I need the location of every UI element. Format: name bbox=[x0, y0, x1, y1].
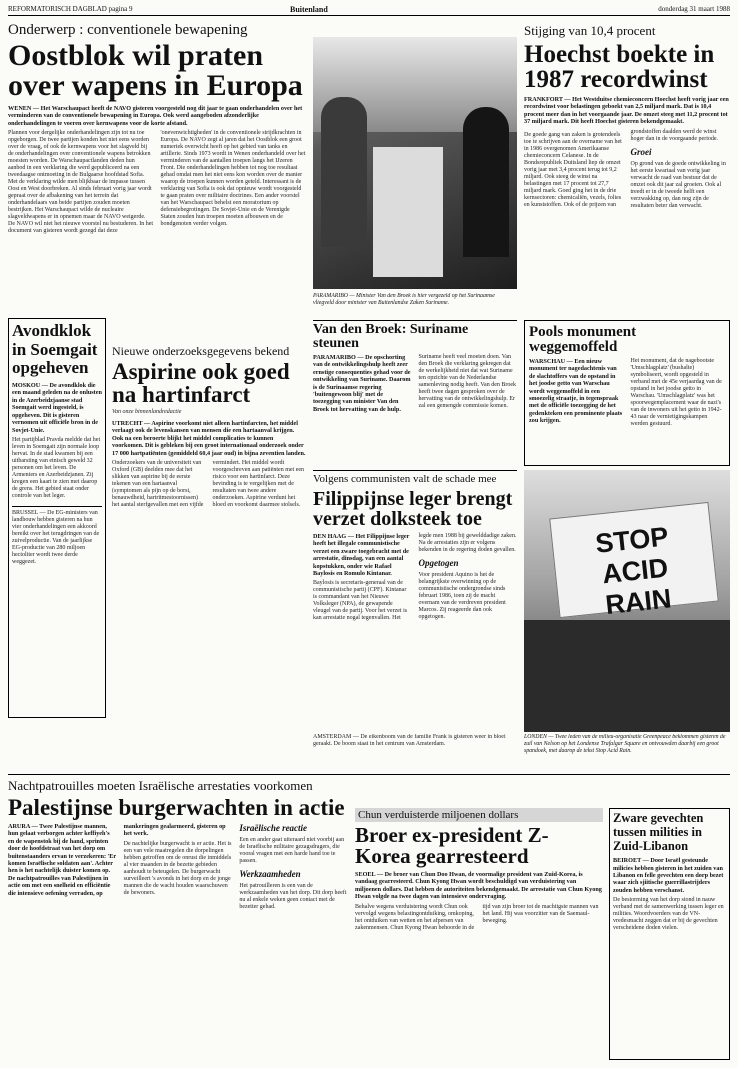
headline: Avondklok in Soemgait opgeheven bbox=[12, 321, 98, 378]
article-pools bbox=[524, 320, 730, 466]
article-soemgait bbox=[8, 318, 106, 718]
body: Baylosis is secretaris-generaal van de communistische partij (CPF). Kintanar is commandant van het Nieuwe Volksleger (NPA), de gewapende vleugel van de partij. Voor het verzet is kan arrestatie nogal tegenvallen. Het legde men 1988 bij gewelddadige zaken. Na de arrestaties zijn er volgens bekenden in de regering doden gevallen. bbox=[313, 533, 517, 622]
body: Plannen voor dergelijke onderhandelingen zijn tot nu toe opgeborgen. De twee partijen konden het niet eens worden over de vraag, of ook de kernwapens voor het slagveld bij de onderhandelingen over conventionele wapens betrokken moesten worden. De Warschaupactlanden deden hun aanbod in een verklaring die werd gepubliceerd na een tweedaagse ontmoeting in de Bulgaarse hoofdstad Sofia. Met de verklaring wilde men blijkbaar de impasse tussen Oost en West doorbreken. Al sinds februari vorig jaar wordt gepraat over de afbakening van het terrein dat onderhandelaars van beide partijen zouden moeten bestrijken. Het Warschaupact wilde de nucleaire slagveldwapens er in opnemen maar de NAVO weigerde. De NAVO wil niet het nieuwe voorstel nu bestuderen. In het document van gisteren wordt gezegd dat deze 'onevenwichtigheden' in de conventionele strijdkrachten in Europa. De NAVO zegt al jaren dat het Oostblok een groot numeriek overwicht heeft op het gebied van tanks en artillerie. Sinds 1973 wordt in Wenen onderhandeld over het verminderen van de aantallen troepen langs het IJzeren Front. Die onderhandelingen hebben tot nog toe resultaat gehad omdat men het niet eens kon worden over de manier waarop de troepen kunnen worden geteld. Interessant is de verklaring van Sofia is ook dat opnieuw wordt voorgesteld te gaan praten over militaire doctrines. Een ander voorstel van het Warschaupact behelst een moratorium op defensiebegrotingen. De Sovjet-Unie en de Verenigde Staten zouden hun troepen moeten afbouwen en de bondgenoten verder volgen. bbox=[8, 130, 306, 235]
body: AMSTERDAM — De eikenboom van de familie Frank is gisteren weer in bloei geraakt. De boom staat in het centrum van Amsterdam. bbox=[313, 734, 506, 747]
section-title: Buitenland bbox=[290, 5, 328, 14]
body-3: Het patrouilleren is een van de werkzaamheden van het dorp. Dit dorp heeft nu al enkele weken geen contact met de bezetter gehad. bbox=[239, 883, 347, 910]
body: Behalve wegens verduistering wordt Chun ook vervolgd wegens belastingontduiking, omkoping, het ontduiken van wetten en het afpersen van zakenmensen. Chun Kyong Hwan behoorde in de tijd van zijn broer tot de machtigste mannen van het land. Hij was voorzitter van de Saemaul-beweging. bbox=[355, 903, 599, 931]
body: De goede gang van zaken is grotendeels toe te schrijven aan de overname van het in 1986 overgenomen Amerikaanse chemieconcern Celanese. In de Bondsrepubliek Duitsland liep de omzet vorig jaar met 3,4 procent terug tot 9,2 miljard. Ook steeg de winst na belastingen met 17 procent tot 27,7 miljard mark. Goed ging het in de drie kernsectoren: chemicaliën, vezels, folies en kunststoffen. Ook of de prijzen van grondstoffen daalden werd de winst hoger dan in de voorgaande periode. bbox=[524, 128, 719, 208]
headline: Oostblok wil praten over wapens in Europa bbox=[8, 39, 303, 102]
kicker: Chun verduisterde miljoenen dollars bbox=[355, 808, 603, 822]
date: donderdag 31 maart 1988 bbox=[658, 5, 730, 13]
subheading: Groei bbox=[630, 146, 652, 157]
article-oostblok bbox=[8, 22, 306, 332]
body: Het monument, dat de nagebootste 'Umschlagplatz' (bushalte) symboliseert, wordt opgesteld in verband met de 45e verjaardag van de opstand in het joodse getto in Warschau. 'Umschlagplatz' was het spoorwegemplacement waar de nazi's van de inwoners uit het getto in 1942-43 naar de vernietigingskampen werden gestuurd. bbox=[630, 358, 722, 427]
body: Onderzoekers van de universiteit van Oxford (GB) deelden mee dat het slikken van aspirine bij de eerste tekenen van een hartaanval (symptomen als pijn op de borst, benauwdheid, hartritmestoornissen) het aantal sterfgevallen met een vijfde vermindert. Het middel wordt voorgeschreven aan patiënten met een risico voor een hartinfarct. Deze bevinding is te vergelijken met de resultaten van twee andere onderzoeken. Aspirine verdunt het bloed en voorkomt daarmee stolsels. bbox=[112, 460, 305, 509]
brief-brussel: BRUSSEL — De EG-ministers van landbouw hebben gisteren na hun vier onderhandelingen een akkoord bereikt over het terugdringen van de zuivelproductie. Van de jaarlijkse EG-productie van 280 miljoen hectoliter wordt twee derde weggezet. bbox=[12, 506, 102, 566]
article-libanon bbox=[609, 808, 730, 1060]
headline: Hoechst boekte in 1987 recordwinst bbox=[524, 41, 715, 93]
headline: Aspirine ook goed na hartinfarct bbox=[112, 359, 290, 407]
photo-stop-acid-rain bbox=[524, 470, 730, 732]
headline: Filippijnse leger brengt verzet dolksteek toe bbox=[313, 488, 513, 530]
subheading: Opgetogen bbox=[418, 558, 459, 568]
headline: Broer ex-president Z-Korea gearresteerd bbox=[355, 823, 549, 868]
kicker: Onderwerp : conventionele bewapening bbox=[8, 22, 248, 38]
lead: WENEN — Het Warschaupact heeft de NAVO gisteren voorgesteld nog dit jaar te gaan onderhandelen over het verminderen van de conventionele bewapening in Europa. Ook werd aangeboden afzonderlijke onderhandelingen te voeren over kernwapens voor de korte afstand. bbox=[8, 105, 303, 127]
body: De bestorming van het dorp stond in nauw verband met de samenwerking tussen leger en milities. Woordvoerders van de VN-vredesmacht zeggen dat er bij de gevechten verscheidene doden vielen. bbox=[613, 897, 724, 932]
kicker: Nachtpatrouilles moeten Israëlische arrestaties voorkomen bbox=[8, 778, 313, 793]
body-2: Een en ander gaat uiteraard niet voorbij aan de Israëlische militaire gezagsdragers, die vooral vragen met een harde hand toe te passen. bbox=[239, 837, 345, 864]
lead: FRANKFORT — Het Westduitse chemieconcern Hoechst heeft vorig jaar een recordwinst voor belastingen geboekt van 2,5 miljard mark. Dat is 10,4 procent meer dan in het voorgaande jaar. De omzet steeg met 11,2 procent tot 37 miljard mark. Dit heeft Hoechst gisteren bekendgemaakt. bbox=[524, 96, 729, 126]
banner bbox=[549, 502, 719, 621]
lead: PARAMARIBO — De opschorting van de ontwikkelingshulp heeft zeer ernstige consequenties gehad voor de ontwikkeling van Suriname. Daarom is de Surinaamse regering 'buitengewoon blij' met de toezegging van minister Van den Broek tot hervatting van de hulp. bbox=[313, 354, 411, 413]
paper-name: REFORMATORISCH DAGBLAD pagina 9 bbox=[8, 5, 133, 13]
photo-caption: LONDEN — Twee leden van de milieu-organisatie Greenpeace beklommen gisteren de zuil van Nelson op het Londense Trafalgar Square en ontvouwden daarbij een groot spandoek, met daarop de tekst Stop Acid Rain. bbox=[524, 734, 726, 754]
article-aspirine bbox=[112, 344, 306, 720]
lead: SEOEL — De broer van Chun Doo Hwan, de voormalige president van Zuid-Korea, is vandaag gearresteerd. Chun Kyong Hwan wordt beschuldigd van verduistering van miljoenen dollars. Dat hebben de autoriteiten bekendgemaakt. De arrestatie van Chun Kyong Hwan volgde na twee dagen van intensieve ondervraging. bbox=[355, 871, 602, 901]
photo-paramaribo bbox=[313, 37, 517, 289]
section-rule bbox=[8, 774, 730, 775]
figure-right bbox=[463, 107, 509, 257]
kicker: Nieuwe onderzoeksgegevens bekend bbox=[112, 344, 290, 358]
headline: Zware gevechten tussen milities in Zuid-Libanon bbox=[613, 811, 704, 853]
body: Het partijblad Pravda meldde dat het leven in Soemgait zijn normale loop hervat. In de stad kwamen bij een uitbarsting van etnisch geweld 32 personen om het leven. De Armeniers en Azerbeidzjanen. Zij kregen een kaart te zien met daarop de grens. Het gebied staat onder controle van het leger. bbox=[12, 436, 101, 499]
lead: MOSKOU — De avondklok die een maand geleden na de onlusten in de Azerbeidzjaanse stad Soemgait werd ingesteld, is opgeheven. Dit is gisteren vernomen uit officiële bron in de Sovjet-Unie. bbox=[12, 382, 102, 434]
body: Suriname heeft veel moeten doen. Van den Broek die verklaring gekregen dat de werkelijkheid niet dat wat Suriname ten opzichte van de Nederlandse samenleving nodig heeft. Van den Broek heeft twee dagen gesproken over de hervatting van de ontwikkelingshulp. Er zal een gemengde commissie komen. bbox=[418, 354, 517, 409]
headline: Palestijnse burgerwachten in actie bbox=[8, 795, 345, 820]
article-van-den-broek bbox=[313, 320, 517, 460]
headline: Pools monument weggemoffeld bbox=[529, 324, 637, 355]
lead: UTRECHT — Aspirine voorkomt niet alleen hartinfarcten, het middel verlaagt ook de levenskansen van mensen die een hartaanval krijgen. Ook na een beroerte blijkt het middel complicaties te kunnen voorkomen. Dit is gebleken bij een groot internationaal onderzoek onder 17 000 hartpatiënten (gemiddeld 60,4 jaar oud) in bijna zeventien landen. bbox=[112, 420, 306, 457]
photo-caption: PARAMARIBO — Minister Van den Broek is hier vergezeld op het Surinaamse vliegveld door minister van Buitenlandse Zaken Suriname. bbox=[313, 293, 495, 306]
body-2: Op grond van de goede ontwikkeling in het eerste kwartaal van vorig jaar verwacht de raad van bestuur dat de omzet ook dit jaar zal groeien. Ook al treedt er in de tweede helft een verzwakking op, dan nog zijn de resultaten beter dan verwacht. bbox=[630, 160, 726, 209]
subheading-2: Werkzaamheden bbox=[239, 869, 301, 879]
article-chun bbox=[355, 808, 603, 1060]
banner-text: STOP ACID RAIN bbox=[594, 521, 673, 621]
kicker: Volgens communisten valt de schade mee bbox=[313, 470, 517, 486]
shirt-region bbox=[373, 147, 443, 277]
lead: BEIROET — Door Israël gesteunde milicies hebben gisteren in het zuiden van Libanon en felle gevechten een dorp bezet waar zich sjiitische guerrillastrijders zouden hebben verschanst. bbox=[613, 857, 724, 894]
body-2: Voor president Aquino is het de belangrijkste overwinning op de communistische ondergrondse sinds februari 1986, toen zij de macht overnam van de verdreven president Marcos. Zij reageerde dan ook opgetogen. bbox=[418, 572, 506, 620]
figure-left bbox=[321, 97, 367, 247]
column-base bbox=[524, 620, 730, 732]
headline: Van den Broek: Suriname steunen bbox=[313, 320, 517, 351]
kicker: Stijging van 10,4 procent bbox=[524, 23, 656, 38]
article-palestijnen bbox=[8, 778, 348, 1060]
body: De nachtelijke burgerwacht is er actie. Het is een van vele maatregelen die dorpelingen hebben getroffen om de onrust die inmiddels al vier maanden in de bezette gebieden aanhoudt te beteugelen. De burgerwacht surveilleert 's avonds in het dorp en de jonge mannen die de wacht houden waarschuwen de bewoners. bbox=[123, 840, 232, 896]
brief-amsterdam bbox=[313, 734, 517, 770]
byline: Van onze binnenlandredactie bbox=[112, 409, 182, 415]
article-hoechst bbox=[524, 22, 730, 312]
article-filipijnen bbox=[313, 470, 517, 770]
lead: DEN HAAG — Het Filippijnse leger heeft het illegale communistische verzet een zware toegebracht met de arrestatie, dinsdag, van een aantal kopstukken, onder wie Rafael Baylosis en Romulo Kintanar. bbox=[313, 533, 410, 578]
subheading: Israëlische reactie bbox=[239, 823, 308, 833]
lead: ARURA — Twee Palestijnse mannen, hun gelaat verborgen achter keffiyeh's en de wapenstok bij de hand, sprinten door de hoofdstraat van het dorp om buitenstaanders ervan te verzekeren: 'Er komen Israëlische soldaten aan'. Achter hen is het nachtelijk duister komen op. De nachtpatrouilles van Palestijnen in actie om met een snelheid en efficiëntie die intensieve oefening verraden, op mankeringen gealarmeerd, gisteren op het werk. bbox=[8, 823, 226, 897]
lead: WARSCHAU — Een nieuw monument ter nagedachtenis van de slachtoffers van de opstand in het joodse getto van Warschau wordt weggemoffeld in een smoezelig straatje, in tegenspraak met de officiële toezegging de het gedenkteken een prominente plaats zou krijgen. bbox=[529, 358, 623, 425]
page-header bbox=[8, 3, 730, 16]
